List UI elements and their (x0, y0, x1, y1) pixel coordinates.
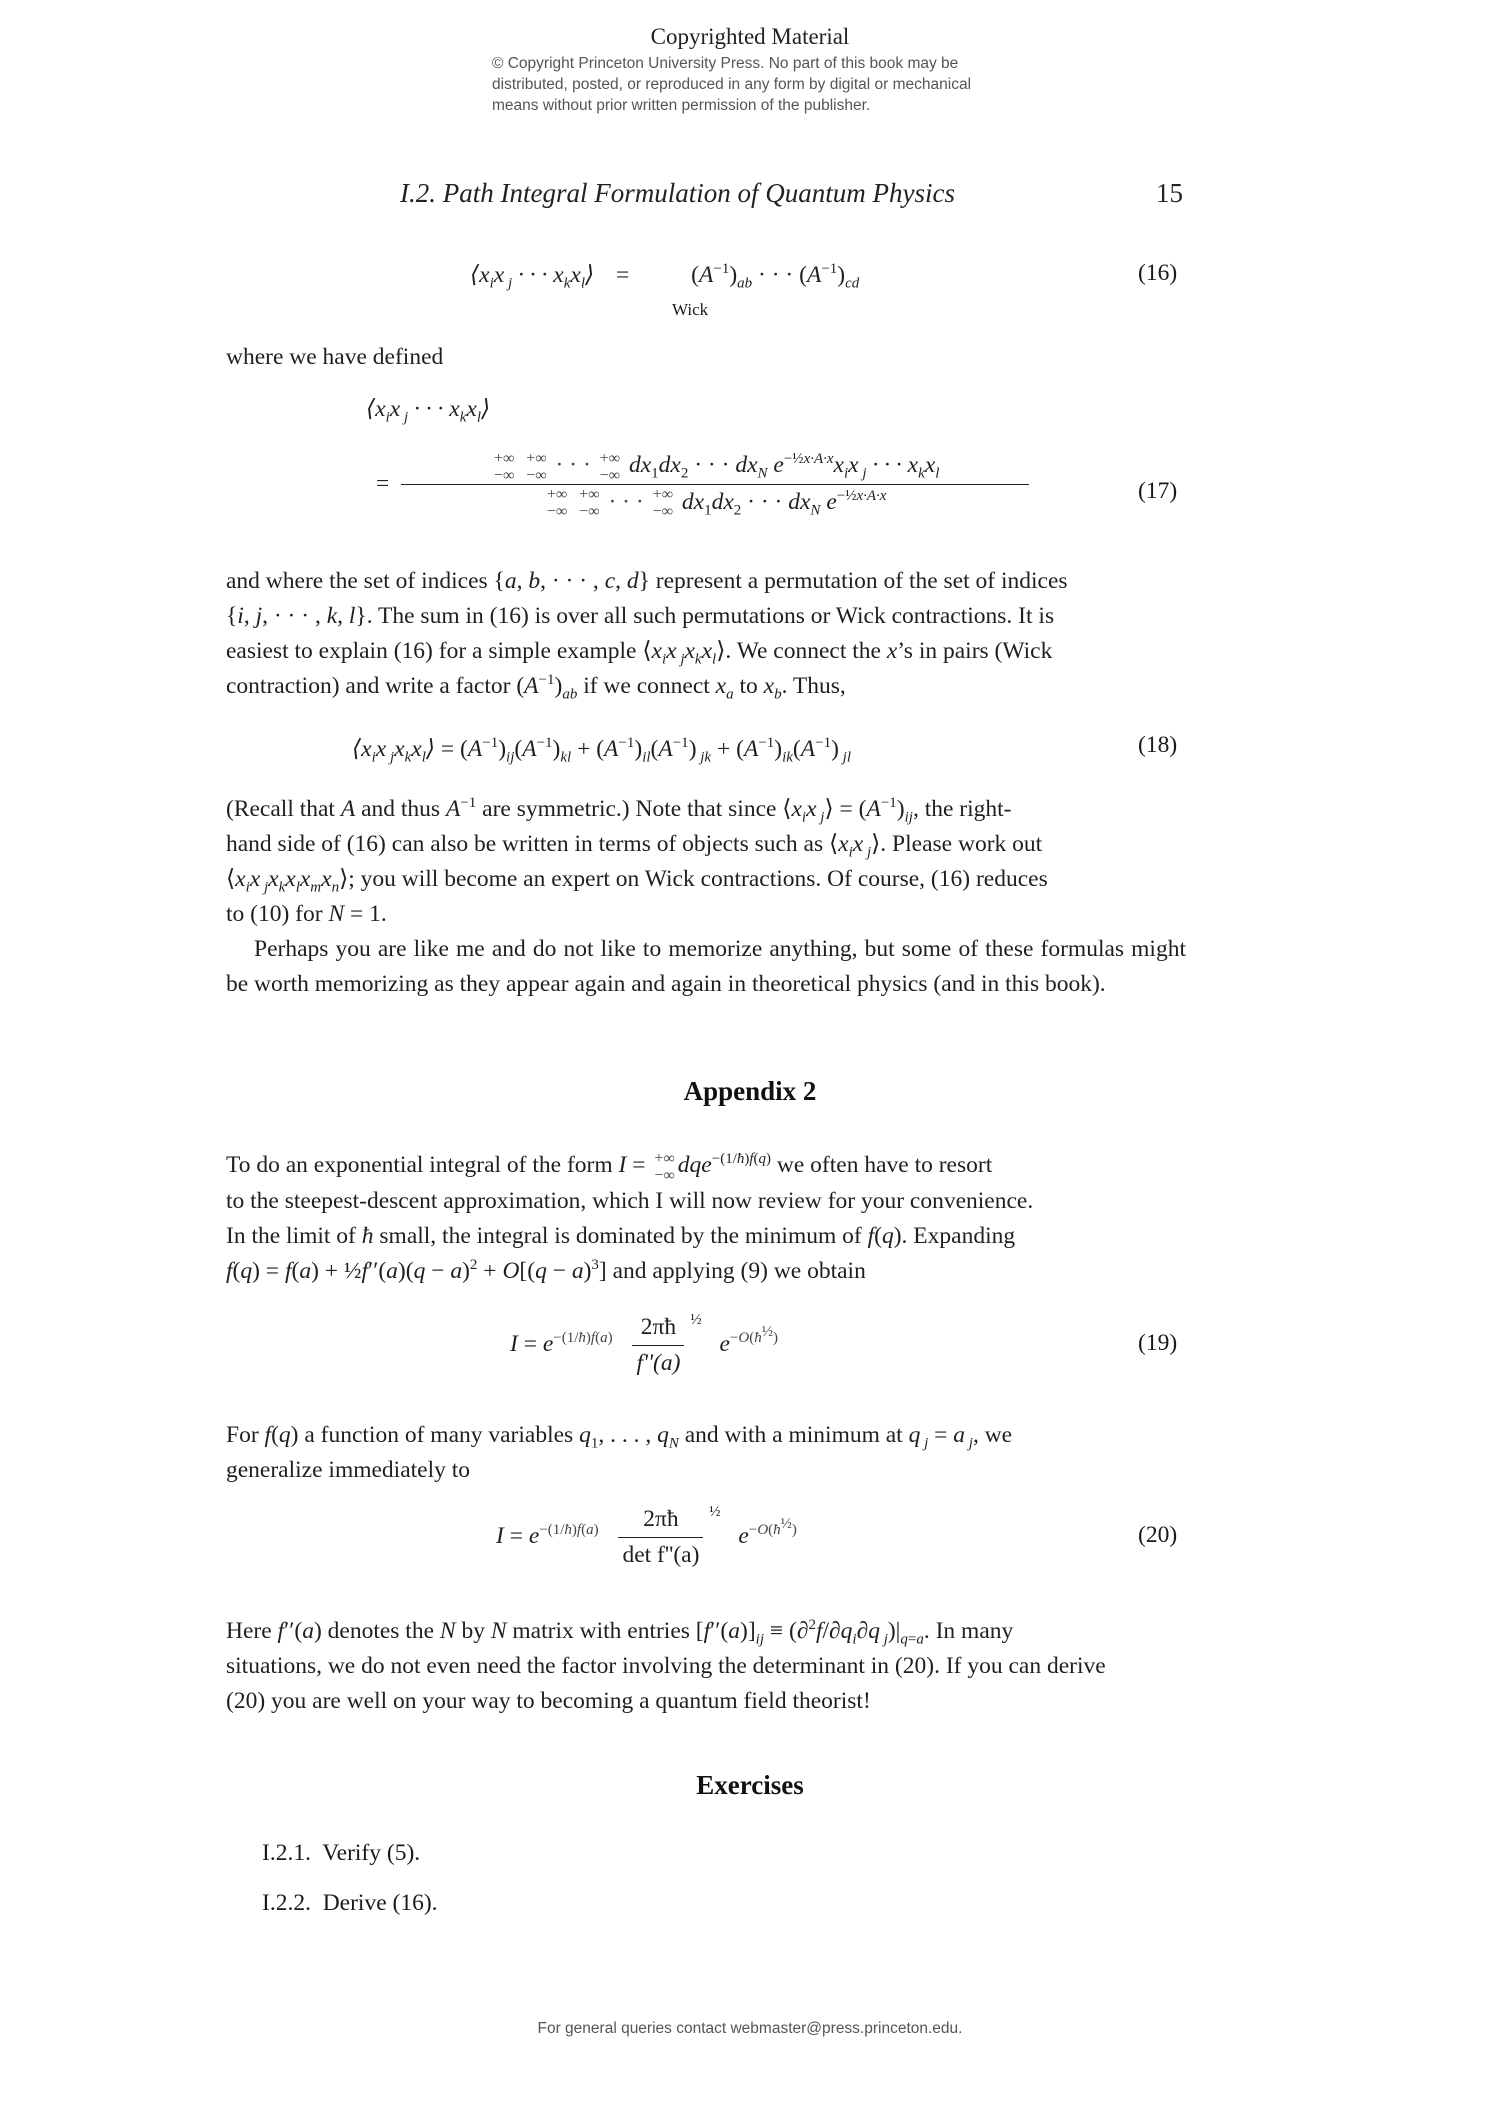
copyright-notice-line: distributed, posted, or reproduced in any form by digital or mechanical (492, 76, 972, 93)
eq19-frac-num: 2πħ (640, 1314, 677, 1340)
exercises-heading: Exercises (696, 1770, 804, 1800)
here-paragraph: Here f′′(a) denotes the N by N matrix with entries $[f''(a)]_{ij} \equiv (\partial^2f/\partial q_i\partial q$ $_j)|_{q=a}$. In many situations, we do not even need the factor involving the determinant in (20). If you can derive (20) you are well on your way to becoming a quantum field theorist! (226, 1617, 1106, 1714)
eq20-frac-den: det f''(a) (618, 1537, 703, 1573)
copyright-notice-line: © Copyright Princeton University Press. No part of this book may be (492, 55, 959, 72)
eq19-frac-den: f''(a) (632, 1345, 684, 1381)
exercise-item (262, 1890, 438, 1917)
exercise-number: I.2.2. (262, 1890, 311, 1916)
footer-contact: For general queries contact webmaster@press.princeton.edu. (537, 2020, 963, 2037)
equation-18: $⟨x_ix$ $_jx_kx_l⟩ = (A^{-1})_{ij}(A^{-1})_{kl} + (A^{-1})_{il}(A^{-1}) _{jk} + (A^{-1})_{ik}(A^{-1})$ $_{jl}$ (352, 735, 851, 766)
many-vars-paragraph: For f(q) a function of many variables $q_1$, . . . , $q_N$ and with a minimum at q $_j$ = a $_j$, we generalize immediately to (226, 1422, 1013, 1483)
wick-sum-label: Wick (672, 300, 709, 319)
equation-number-20: (20) (1138, 1522, 1178, 1548)
exercise-item (262, 1840, 420, 1867)
recall-paragraph: (Recall that A and thus $A^{-1}$ are symmetric.) Note that since $⟨x_ix$ $_j$⟩ = $(A^{-1})_{ij}$, the right- hand side of (16) can also be written in terms of objects such as $⟨x_ix$ $_j$⟩. Please work out $⟨x_ix$ $_jx_kx_lx_mx_n⟩$; you will become an expert on Wick contractions. Of course, (16) reduces to (10) for N = 1. (226, 795, 1048, 927)
eq20-frac-num: 2πħ (643, 1506, 679, 1532)
equation-17: = +∞ −∞ +∞ −∞ · · · +∞ −∞ $dx_1dx_2$ · · · $dx_N$ $e^{-\frac{1}{2}x\cdot A\cdot x}x_ix$ $_j$ · · · $x_kx_l$ +∞ −∞ +∞ −∞ · · · +∞ −∞ $dx_1dx_2$ · · · $dx_N$ $e^{-\frac{1}{2}x\cdot A\cdot x}$ (376, 448, 1029, 520)
where-defined-text: where we have defined (226, 344, 444, 370)
exercise-number: I.2.1. (262, 1840, 311, 1866)
equation-16: $⟨x_ix$ $_j$ · · · $x_kx_l⟩ = (A^{-1})_{ab}$ · · · $(A^{-1})_{cd}$ (470, 261, 860, 292)
exercise-text: Derive (16). (322, 1890, 438, 1916)
memorize-paragraph: Perhaps you are like me and do not like to memorize anything, but some of these formulas might be worth memorizing as they appear again and again in theoretical physics (and in this book). (226, 936, 1186, 997)
copyrighted-material-title: Copyrighted Material (650, 24, 850, 49)
appendix-heading: Appendix 2 (683, 1076, 817, 1106)
equation-number-19: (19) (1138, 1330, 1178, 1356)
page-number: 15 (1156, 178, 1183, 208)
limit-lower: −∞ (493, 466, 515, 484)
indices-paragraph: and where the set of indices {a, b, · · · , c, d} represent a permutation of the set of indices {i, j, · · · , k, l}. The sum in (16) is over all such permutations or Wick contractions. It is easiest to explain (16) for a simple example $⟨x_ix$ $_jx_kx_l⟩$. We connect the x’s in pairs (Wick contraction) and write a factor $(A^{-1})_{ab}$ if we connect $x_a$ to $x_b$. Thus, (226, 568, 1068, 703)
equation-17-lhs: $⟨x_ix$ $_j$ · · · $x_kx_l⟩$ (366, 396, 491, 426)
equation-20: $I = e^{-(1/ħ)f(a)}$ $\frac{2\pi ħ}{\text{det f''(a)}}$ $^{\frac{1}{2}}$ $e^{-O(ħ^{\frac{1}{2}})}$ (496, 1502, 797, 1573)
equation-19: $I = e^{-(1/ħ)f(a)}$ $\frac{2\pi ħ}{f''(a)}$ $^{\frac{1}{2}}$ $e^{-O(ħ^{\frac{1}{2}})}$ (510, 1310, 778, 1381)
running-head-section: I.2. Path Integral Formulation of Quantum Physics (400, 178, 955, 208)
copyright-notice-line: means without prior written permission of the publisher. (492, 97, 871, 114)
equation-number-17: (17) (1138, 478, 1178, 504)
limit-upper: +∞ (493, 449, 515, 467)
equation-number-16: (16) (1138, 260, 1178, 286)
copyright-notice (492, 53, 1092, 116)
appendix-paragraph: To do an exponential integral of the form I = +∞ −∞ dqe$^{-(1/ħ)f(q)}$ we often have to resort to the steepest-descent approximation, which I will now review for your convenience. In the limit of ħ small, the integral is dominated by the minimum of f(q). Expanding f(q) = f(a) + ½f′′(a)(q − $a)^2 + O[(q - a)^3]$ and applying (9) we obtain (226, 1149, 1034, 1284)
exercise-text: Verify (5). (322, 1840, 421, 1866)
equation-number-18: (18) (1138, 732, 1178, 758)
